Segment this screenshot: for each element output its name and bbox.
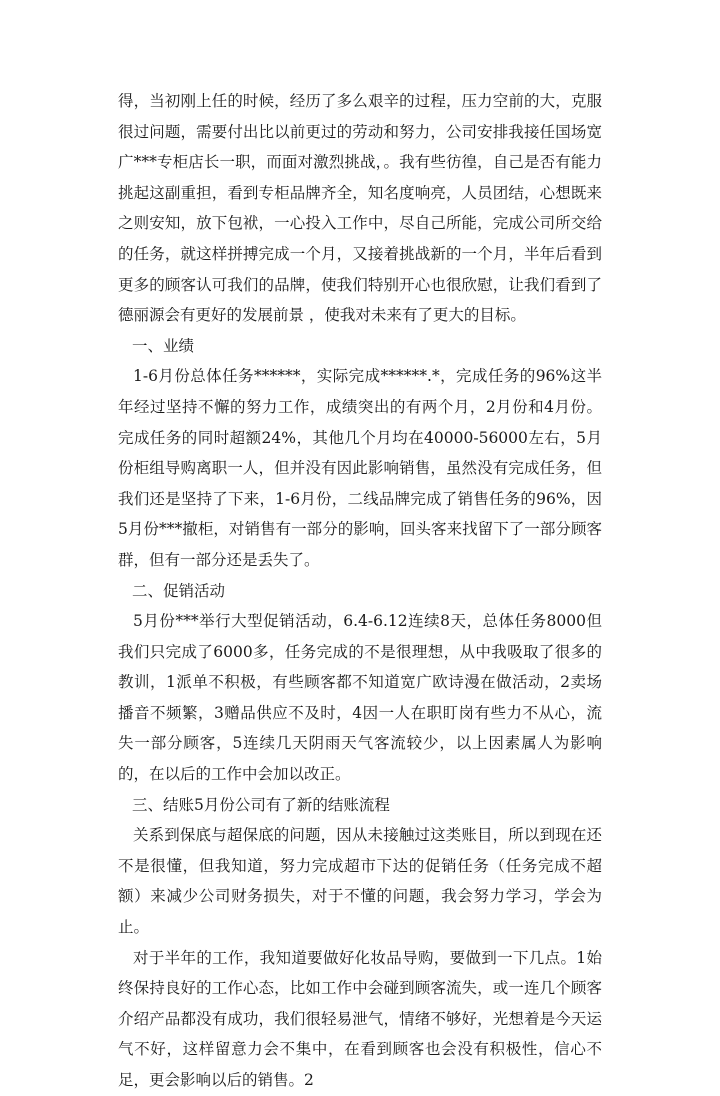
section-heading-promotion: 二、促销活动 [132,581,226,600]
section-heading-performance: 一、业绩 [132,336,195,355]
paragraph-performance: 1-6月份总体任务******，实际完成******.*，完成任务的96%这半年经过坚持不懈的努力工作，成绩突出的有两个月，2月份和4月份。完成任务的同时超额24%，其他几个月均在40000-56000左右，5月份柜组导购离职一人，但并没有因此影响销售，虽然没有完成任务，但我们还是坚持了下来，1-6月份，二线品牌完成了销售任务的96%，因5月份***撤柜，对销售有一部分的影响，回头客来找留下了一部分顾客群，但有一部分还是丢失了。 [118,367,602,569]
paragraph-promotion: 5月份***举行大型促销活动，6.4-6.12连续8天，总体任务8000但我们只完成了6000多，任务完成的不是很理想，从中我吸取了很多的教训，1派单不积极，有些顾客都不知道宽广欧诗漫在做活动，2卖场播音不频繁，3赠品供应不及时，4因一人在职盯岗有些力不从心，流失一部分顾客，5连续几天阴雨天气客流较少，以上因素属人为影响的，在以后的工作中会加以改正。 [118,612,602,784]
paragraph-summary: 对于半年的工作，我知道要做好化妆品导购，要做到一下几点。1始终保持良好的工作心态，比如工作中会碰到顾客流失，或一连几个顾客介绍产品都没有成功，我们很轻易泄气，情绪不够好，光想着是今天运气不好，这样留意力会不集中，在看到顾客也会没有积极性，信心不足，更会影响以后的销售。2 [118,948,602,1089]
paragraph-settlement: 关系到保底与超保底的问题，因从未接触过这类账目，所以到现在还不是很懂，但我知道，努力完成超市下达的促销任务（任务完成不超额）来减少公司财务损失，对于不懂的问题，我会努力学习，学会为止。 [118,826,602,937]
section-heading-settlement: 三、结账5月份公司有了新的结账流程 [132,795,390,814]
paragraph-intro: 得，当初刚上任的时候，经历了多么艰辛的过程，压力空前的大，克服很过问题，需要付出比以前更过的劳动和努力，公司安排我接任国场宽广***专柜店长一职，而面对激烈挑战，。我有些彷徨，自己是否有能力挑起这副重担，看到专柜品牌齐全，知名度响亮，人员团结，心想既来之则安知，放下包袱，一心投入工作中，尽自己所能，完成公司所交给的任务，就这样拼搏完成一个月，又接着挑战新的一个月，半年后看到更多的顾客认可我们的品牌，使我们特别开心也很欣慰，让我们看到了德丽源会有更好的发展前景 ，使我对未来有了更大的目标。 [118,92,602,325]
document-body [118,86,602,1096]
